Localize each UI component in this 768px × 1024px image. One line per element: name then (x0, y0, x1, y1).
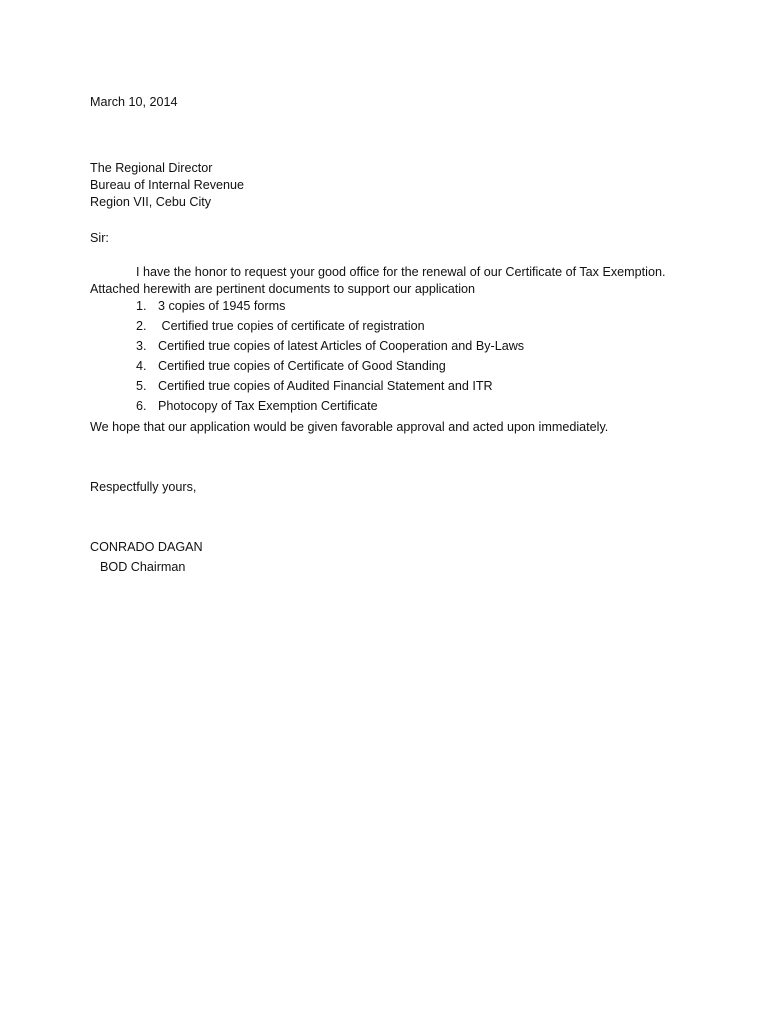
list-item (136, 338, 524, 358)
recipient-line-3: Region VII, Cebu City (90, 195, 212, 209)
list-item-number: 1. (136, 299, 147, 313)
list-item-text: 3 copies of 1945 forms (158, 299, 286, 313)
signatory-name: CONRADO DAGAN (90, 540, 203, 554)
list-item (136, 378, 524, 398)
documents-list (136, 298, 524, 418)
list-item (136, 358, 524, 378)
list-item-text: Photocopy of Tax Exemption Certificate (158, 399, 378, 413)
recipient-line-2: Bureau of Internal Revenue (90, 178, 245, 192)
closing-sentence: We hope that our application would be given favorable approval and acted upon immediately. (90, 420, 609, 434)
body-paragraph-line-2: Attached herewith are pertinent documents to support our application (90, 282, 476, 296)
list-item-text: Certified true copies of Certificate of Good Standing (158, 359, 446, 373)
complimentary-close: Respectfully yours, (90, 480, 197, 494)
list-item (136, 398, 524, 418)
list-item-number: 5. (136, 379, 147, 393)
list-item-text: Certified true copies of certificate of registration (158, 319, 425, 333)
list-item-number: 2. (136, 319, 147, 333)
list-item-number: 4. (136, 359, 147, 373)
list-item (136, 298, 524, 318)
signatory-title: BOD Chairman (100, 560, 186, 574)
list-item-number: 3. (136, 339, 147, 353)
list-item-text: Certified true copies of Audited Financial Statement and ITR (158, 379, 493, 393)
list-item-text: Certified true copies of latest Articles of Cooperation and By-Laws (158, 339, 525, 353)
salutation: Sir: (90, 231, 109, 245)
recipient-line-1: The Regional Director (90, 161, 213, 175)
letter-date: March 10, 2014 (90, 95, 178, 109)
body-paragraph-line-1: I have the honor to request your good office for the renewal of our Certificate of Tax Exemption. (136, 265, 666, 279)
list-item-number: 6. (136, 399, 147, 413)
list-item (136, 318, 524, 338)
